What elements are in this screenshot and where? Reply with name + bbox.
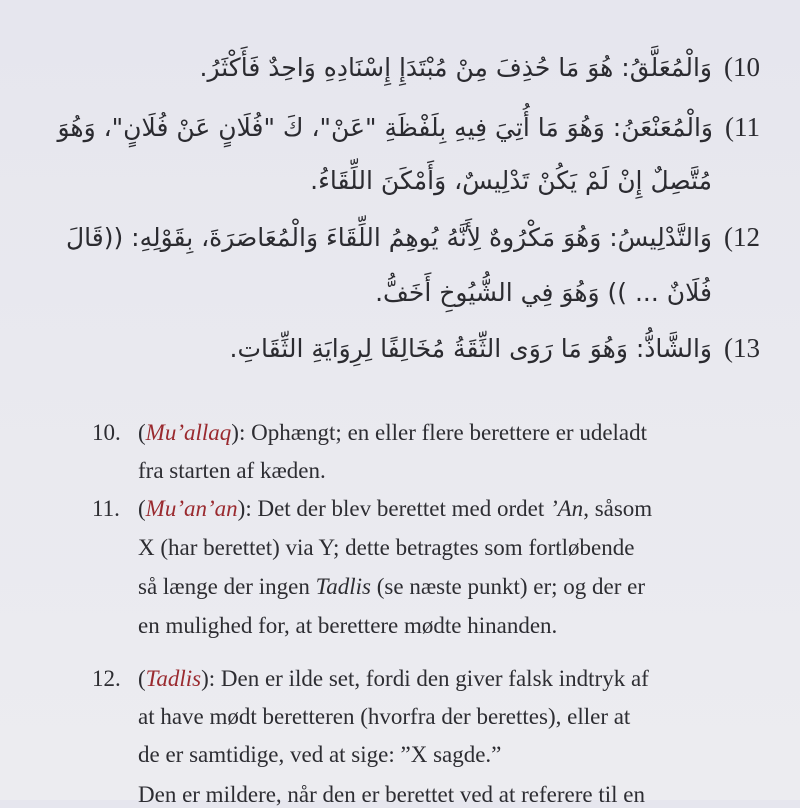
item-text: Ophængt; en eller flere berettere er udeladt [245, 420, 648, 445]
arabic-item-number: 13) [724, 333, 760, 363]
item-text: Den er ilde set, fordi den giver falsk indtryk af [215, 666, 649, 691]
item-text: så længe der ingen [138, 574, 316, 599]
arabic-item-12 [66, 222, 760, 253]
paren-close: ): [201, 666, 216, 691]
item-text: (se næste punkt) er; og der er [371, 574, 646, 599]
arabic-item-13 [230, 333, 760, 364]
arabic-item-text: وَالْمُعَلَّقُ: هُوَ مَا حُذِفَ مِنْ مُبْتَدَإِ إِسْنَادِهِ وَاحِدٌ فَأَكْثَرُ. [199, 53, 712, 82]
item-line: X (har berettet) via Y; dette betragtes som fortløbende [138, 535, 635, 560]
arabic-item-10 [200, 52, 760, 83]
item-line [138, 574, 645, 600]
item-text: Det der blev berettet med ordet [251, 496, 550, 521]
paren-open: ( [138, 666, 146, 691]
item-number: 10. [92, 420, 121, 445]
item-line: at have mødt beretteren (hvorfra der berettes), eller at [138, 704, 631, 729]
arabic-item-number: 12) [724, 222, 760, 252]
arabic-item-11 [58, 112, 761, 143]
arabic-item-number: 11) [725, 112, 760, 142]
arabic-item-number: 10) [724, 52, 760, 82]
paren-close: ): [231, 420, 246, 445]
item-line [138, 666, 649, 692]
item-number: 11. [92, 496, 120, 521]
item-number: 12. [92, 666, 121, 691]
arabic-item-text: وَالشَّاذُّ: وَهُوَ مَا رَوَى الثِّقَةُ مُخَالِفًا لِرِوَايَةِ الثِّقَاتِ. [229, 334, 712, 363]
term-tadlis: Tadlis [145, 666, 202, 691]
item-line [138, 496, 652, 522]
paren-open: ( [138, 420, 146, 445]
item-line: de er samtidige, ved at sige: ”X sagde.” [138, 742, 502, 767]
item-text: , såsom [583, 496, 653, 521]
item-line: en mulighed for, at berettere mødte hinanden. [138, 613, 558, 638]
term-muanan: Mu’an’an [145, 496, 238, 521]
arabic-item-text: وَالْمُعَنْعَنُ: وَهُوَ مَا أُتِيَ فِيهِ بِلَفْظَةِ "عَنْ"، كَ "فُلَانٍ عَنْ فُلَانٍ"، وَهُوَ [57, 113, 713, 142]
arabic-item-11-continued: مُتَّصِلٌ إِنْ لَمْ يَكُنْ تَدْلِيسٌ، وَأَمْكَنَ اللِّقَاءُ. [310, 166, 712, 195]
paren-close: ): [237, 496, 252, 521]
item-line: fra starten af kæden. [138, 458, 326, 483]
arabic-item-12-continued: فُلَانٌ ... )) وَهُوَ فِي الشُّيُوخِ أَخَفُّ. [375, 278, 712, 307]
term-muallaq: Mu’allaq [145, 420, 232, 445]
arabic-item-text: وَالتَّدْلِيسُ: وَهُوَ مَكْرُوهٌ لِأَنَّهُ يُوهِمُ اللِّقَاءَ وَالْمُعَاصَرَةَ، بِقَوْلِهِ: ((قَالَ [66, 223, 712, 252]
paren-open: ( [138, 496, 146, 521]
italic-word: Tadlis [315, 574, 371, 599]
italic-word: ’An [549, 496, 584, 521]
item-line [138, 420, 647, 446]
item-line-cutoff: Den er mildere, når den er berettet ved at referere til en [138, 782, 645, 807]
